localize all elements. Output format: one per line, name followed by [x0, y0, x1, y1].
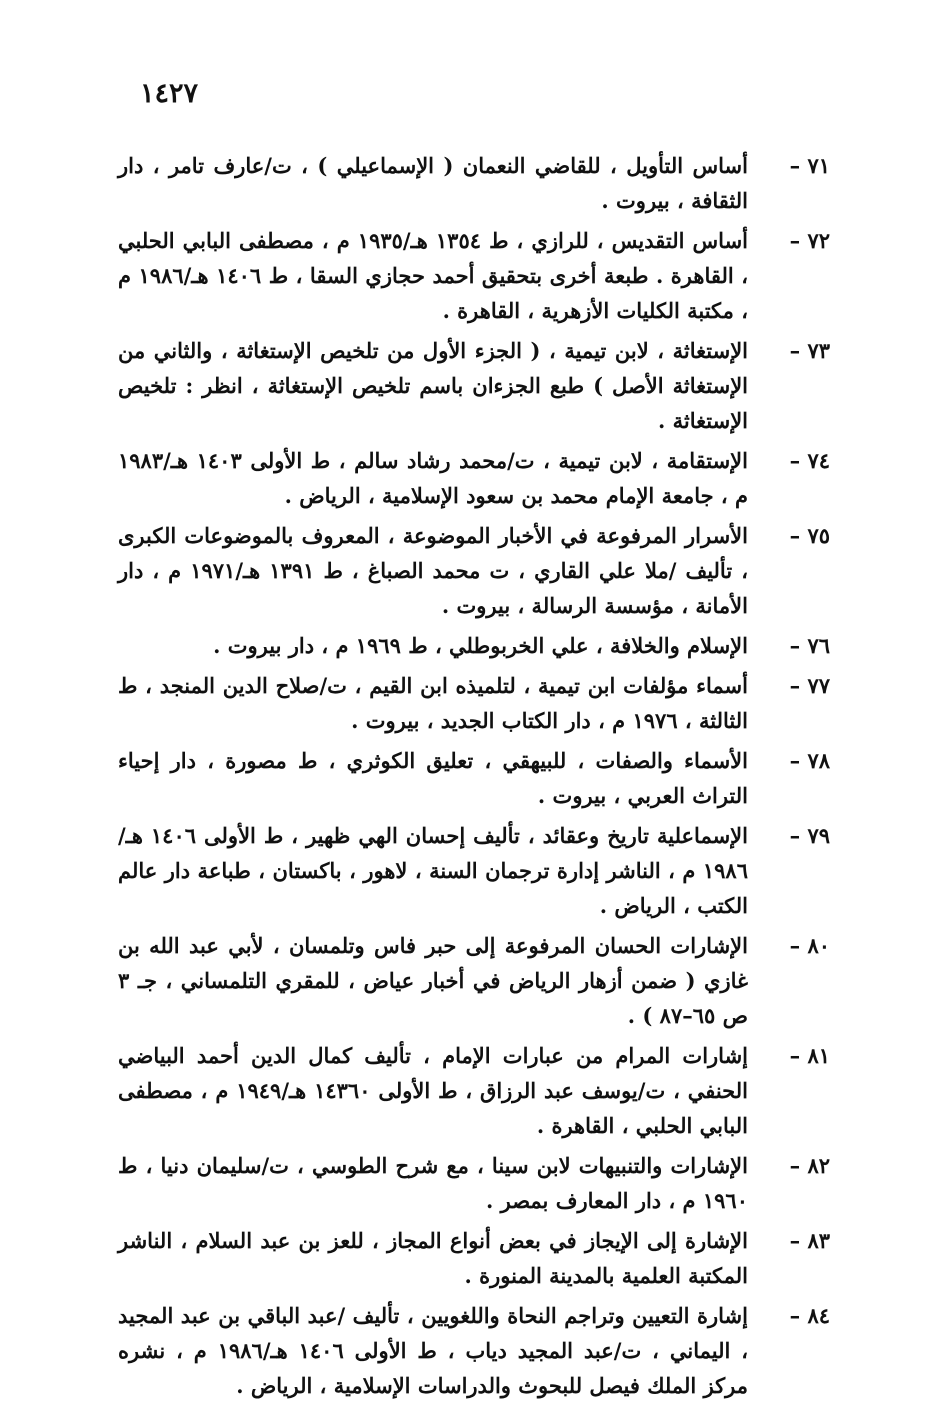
- entry-number: ٧١ –: [789, 153, 830, 178]
- bibliography-entry: [118, 518, 830, 623]
- entry-text: الإشارات الحسان المرفوعة إلى حبر فاس وتلمسان ، لأبي عبد الله بن غازي ( ضمن أزهار الرياض في أخبار عياض ، للمقري التلمساني ، جـ ٣ ص ٦٥–٨٧ ) .: [118, 933, 748, 1028]
- bibliography-entry: [118, 743, 830, 813]
- bibliography-list: [118, 148, 830, 1408]
- bibliography-entry: [118, 628, 830, 663]
- bibliography-entry: [118, 443, 830, 513]
- entry-number: ٧٣ –: [789, 338, 830, 363]
- bibliography-entry: [118, 928, 830, 1033]
- entry-text: الإشارة إلى الإيجاز في بعض أنواع المجاز ، للعز بن عبد السلام ، الناشر المكتبة العلمية بالمدينة المنورة .: [118, 1228, 748, 1288]
- entry-text: أساس التأويل ، للقاضي النعمان ( الإسماعيلي ) ، ت/عارف تامر ، دار الثقافة ، بيروت .: [118, 153, 748, 213]
- entry-text: أسماء مؤلفات ابن تيمية ، لتلميذه ابن القيم ، ت/صلاح الدين المنجد ، ط الثالثة ، ١٩٧٦ م ، دار الكتاب الجديد ، بيروت .: [118, 673, 748, 733]
- entry-text: الإستغاثة ، لابن تيمية ، ( الجزء الأول من تلخيص الإستغاثة ، والثاني من الإستغاثة الأصل ) طبع الجزءان باسم تلخيص الإستغاثة ، انظر : تلخيص الإستغاثة .: [118, 338, 749, 433]
- bibliography-entry: [118, 1298, 830, 1403]
- entry-text: الإستقامة ، لابن تيمية ، ت/محمد رشاد سالم ، ط الأولى ١٤٠٣ هـ/١٩٨٣ م ، جامعة الإمام محمد بن سعود الإسلامية ، الرياض .: [118, 448, 748, 508]
- entry-number: ٨٢ –: [789, 1153, 830, 1178]
- bibliography-entry: [118, 668, 830, 738]
- entry-number: ٧٥ –: [789, 523, 830, 548]
- entry-number: ٧٧ –: [789, 673, 830, 698]
- page-number: ١٤٢٧: [140, 78, 199, 109]
- entry-number: ٧٨ –: [789, 748, 830, 773]
- entry-text: الإشارات والتنبيهات لابن سينا ، مع شرح الطوسي ، ت/سليمان دنيا ، ط ١٩٦٠ م ، دار المعارف بمصر .: [118, 1153, 748, 1213]
- entry-number: ٧٢ –: [789, 228, 830, 253]
- entry-number: ٨١ –: [789, 1043, 830, 1068]
- entry-text: الإسلام والخلافة ، علي الخربوطلي ، ط ١٩٦٩ م ، دار بيروت .: [213, 633, 748, 658]
- bibliography-entry: [118, 1148, 830, 1218]
- entry-text: الأسماء والصفات ، للبيهقي ، تعليق الكوثري ، ط مصورة ، دار إحياء التراث العربي ، بيروت .: [118, 748, 748, 808]
- entry-number: ٧٦ –: [789, 633, 830, 658]
- bibliography-entry: [118, 333, 830, 438]
- entry-text: الإسماعلية تاريخ وعقائد ، تأليف إحسان الهي ظهير ، ط الأولى ١٤٠٦ هـ/١٩٨٦ م ، الناشر إدارة ترجمان السنة ، لاهور ، باكستان ، طباعة دار عالم الكتب ، الرياض .: [118, 823, 748, 918]
- entry-text: إشارات المرام من عبارات الإمام ، تأليف كمال الدين أحمد البياضي الحنفي ، ت/يوسف عبد الرزاق ، ط الأولى ١٤٣٦٠ هـ/١٩٤٩ م ، مصطفى البابي الحلبي ، القاهرة .: [118, 1043, 748, 1138]
- entry-text: إشارة التعيين وتراجم النحاة واللغويين ، تأليف /عبد الباقي بن عبد المجيد ، اليماني ، ت/عبد المجيد دياب ، ط الأولى ١٤٠٦ هـ/١٩٨٦ م ، نشره مركز الملك فيصل للبحوث والدراسات الإسلامية ، الرياض .: [118, 1303, 748, 1398]
- bibliography-entry: [118, 1038, 830, 1143]
- entry-number: ٧٩ –: [789, 823, 830, 848]
- bibliography-entry: [118, 818, 830, 923]
- bibliography-entry: [118, 148, 830, 218]
- bibliography-entry: [118, 223, 830, 328]
- entry-number: ٨٣ –: [789, 1228, 830, 1253]
- bibliography-entry: [118, 1223, 830, 1293]
- entry-number: ٨٠ –: [789, 933, 830, 958]
- entry-number: ٨٤ –: [789, 1303, 830, 1328]
- entry-number: ٧٤ –: [789, 448, 830, 473]
- entry-text: الأسرار المرفوعة في الأخبار الموضوعة ، المعروف بالموضوعات الكبرى ، تأليف /ملا علي القاري ، ت محمد الصباغ ، ط ١٣٩١ هـ/١٩٧١ م ، دار الأمانة ، مؤسسة الرسالة ، بيروت .: [118, 523, 748, 618]
- entry-text: أساس التقديس ، للرازي ، ط ١٣٥٤ هـ/١٩٣٥ م ، مصطفى البابي الحلبي ، القاهرة . طبعة أخرى بتحقيق أحمد حجازي السقا ، ط ١٤٠٦ هـ/١٩٨٦ م ، مكتبة الكليات الأزهرية ، القاهرة .: [118, 228, 748, 323]
